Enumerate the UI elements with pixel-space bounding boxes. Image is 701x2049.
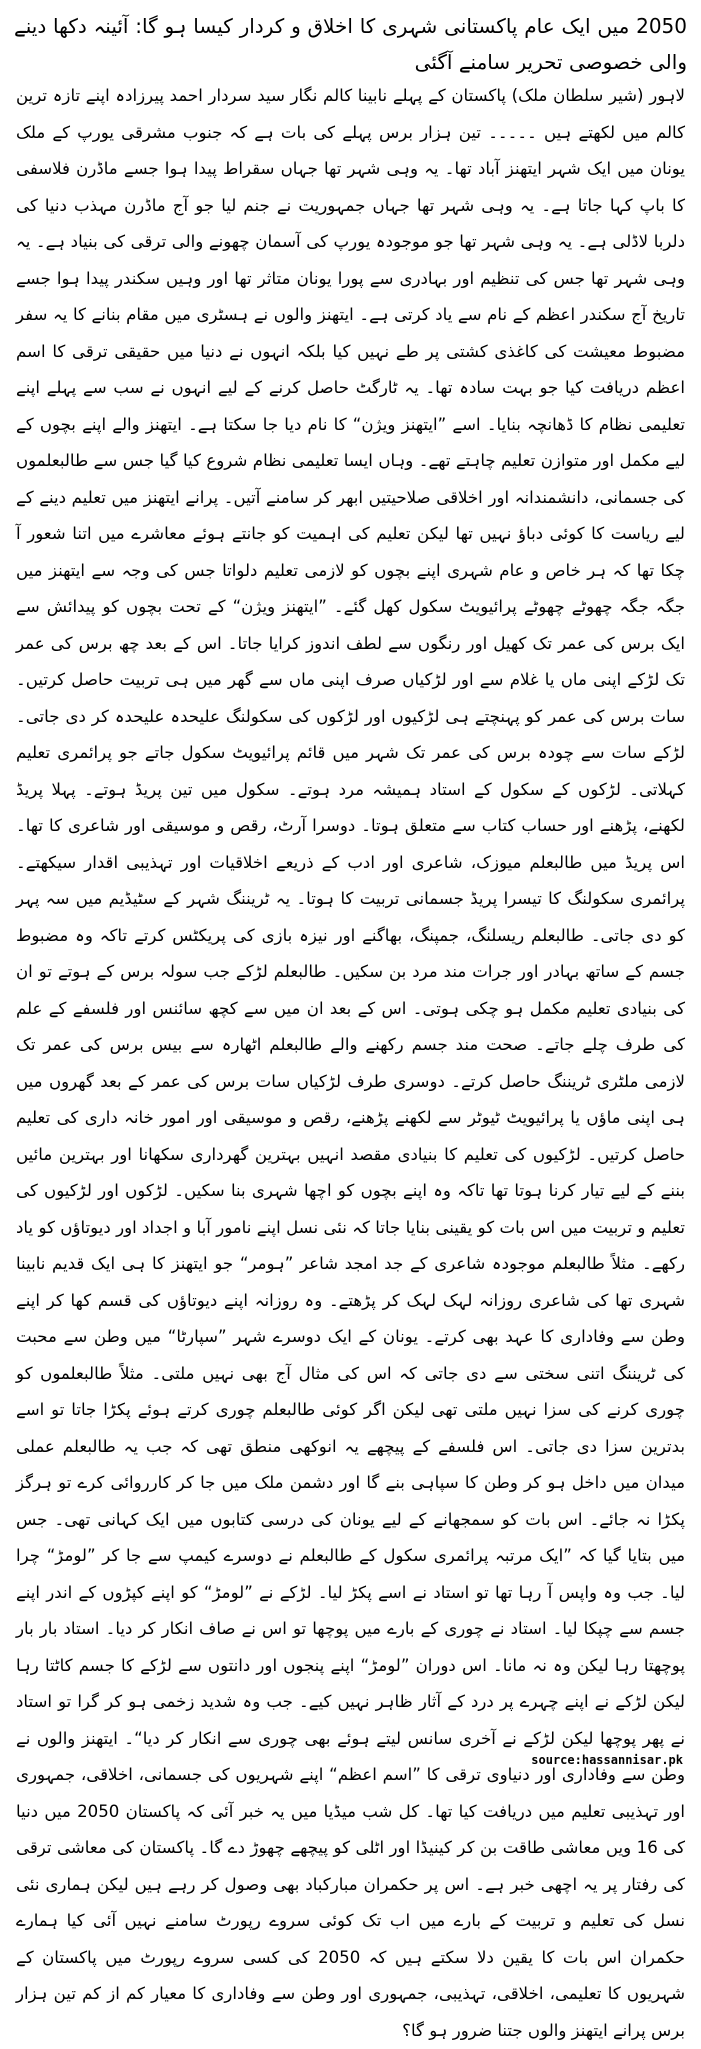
source-credit: source:hassannisar.pk <box>531 1753 683 1767</box>
article-headline: 2050 میں ایک عام پاکستانی شہری کا اخلاق و کردار کیسا ہو گا: آئینہ دکھا دینے والی خصوصی تحریر سامنے آگئی <box>14 14 687 74</box>
article-body: لاہور (شیر سلطان ملک) پاکستان کے پہلے نابینا کالم نگار سید سردار احمد پیرزادہ اپنے تازہ ترین کالم میں لکھتے ہیں ۔۔۔۔۔ تین ہزار برس پہلے کی بات ہے کہ جنوب مشرقی یورپ کے ملک یونان میں ایک شہر ایتھنز آباد تھا۔ یہ وہی شہر تھا جہاں سقراط پیدا ہوا جسے ماڈرن فلاسفی کا باپ کہا جاتا ہے۔ یہ وہی شہر تھا جہاں جمہوریت نے جنم لیا جو آج ماڈرن مہذب دنیا کی دلربا لاڈلی ہے۔ یہ وہی شہر تھا جو موجودہ یورپ کی آسمان چھونے والی ترقی کی بنیاد ہے۔ یہ وہی شہر تھا جس کی تنظیم اور بہادری سے پورا یونان متاثر تھا اور وہیں سکندر پیدا ہوا جسے تاریخ آج سکندر اعظم کے نام سے یاد کرتی ہے۔ ایتھنز والوں نے ہسٹری میں مقام بنانے کا یہ سفر مضبوط معیشت کی کاغذی کشتی پر طے نہیں کیا بلکہ انہوں نے دنیا میں حقیقی ترقی کا اسم اعظم دریافت کیا جو بہت سادہ تھا۔ یہ ٹارگٹ حاصل کرنے کے لیے انہوں نے سب سے پہلے اپنے تعلیمی نظام کا ڈھانچہ بنایا۔ اسے ”ایتھنز ویژن“ کا نام دیا جا سکتا ہے۔ ایتھنز والے اپنے بچوں کے لیے مکمل اور متوازن تعلیم چاہتے تھے۔ وہاں ایسا تعلیمی نظام شروع کیا گیا جس سے طالبعلموں کی جسمانی، دانشمندانہ اور اخلاقی صلاحیتیں ابھر کر سامنے آتیں۔ پرانے ایتھنز میں تعلیم دینے کے لیے ریاست کا کوئی دباؤ نہیں تھا لیکن تعلیم کی اہمیت کو جانتے ہوئے معاشرے میں اتنا شعور آ چکا تھا کہ ہر خاص و عام شہری اپنے بچوں کو لازمی تعلیم دلواتا جس کی وجہ سے ایتھنز میں جگہ جگہ چھوٹے چھوٹے پرائیویٹ سکول کھل گئے۔ ”ایتھنز ویژن“ کے تحت بچوں کو پیدائش سے ایک برس کی عمر تک کھیل اور رنگوں سے لطف اندوز کرایا جاتا۔ اس کے بعد چھ برس کی عمر تک لڑکے اپنی ماں یا غلام سے اور لڑکیاں صرف اپنی ماں سے گھر میں ہی تربیت حاصل کرتیں۔ سات برس کی عمر کو پہنچتے ہی لڑکیوں اور لڑکوں کی سکولنگ علیحدہ علیحدہ کر دی جاتی۔ لڑکے سات سے چودہ برس کی عمر تک شہر میں قائم پرائیویٹ سکول جاتے جو پرائمری تعلیم کہلاتی۔ لڑکوں کے سکول کے استاد ہمیشہ مرد ہوتے۔ سکول میں تین پریڈ ہوتے۔ پہلا پریڈ لکھنے، پڑھنے اور حساب کتاب سے متعلق ہوتا۔ دوسرا آرٹ، رقص و موسیقی اور شاعری کا تھا۔ اس پریڈ میں طالبعلم میوزک، شاعری اور ادب کے ذریعے اخلاقیات اور تہذیبی اقدار سیکھتے۔ پرائمری سکولنگ کا تیسرا پریڈ جسمانی تربیت کا ہوتا۔ یہ ٹریننگ شہر کے سٹیڈیم میں سہ پہر کو دی جاتی۔ طالبعلم ریسلنگ، جمپنگ، بھاگنے اور نیزہ بازی کی پریکٹس کرتے تاکہ وہ مضبوط جسم کے ساتھ بہادر اور جرات مند مرد بن سکیں۔ طالبعلم لڑکے جب سولہ برس کے ہوتے تو ان کی بنیادی تعلیم مکمل ہو چکی ہوتی۔ اس کے بعد ان میں سے کچھ سائنس اور فلسفے کے علم کی طرف چلے جاتے۔ صحت مند جسم رکھنے والے طالبعلم اٹھارہ سے بیس برس کی عمر تک لازمی ملٹری ٹریننگ حاصل کرتے۔ دوسری طرف لڑکیاں سات برس کی عمر کے بعد گھروں میں ہی اپنی ماؤں یا پرائیویٹ ٹیوٹر سے لکھنے پڑھنے، رقص و موسیقی اور امور خانہ داری کی تعلیم حاصل کرتیں۔ لڑکیوں کی تعلیم کا بنیادی مقصد انہیں بہترین گھرداری سکھانا اور بہترین مائیں بننے کے لیے تیار کرنا ہوتا تھا تاکہ وہ اپنے بچوں کو اچھا شہری بنا سکیں۔ لڑکوں اور لڑکیوں کی تعلیم و تربیت میں اس بات کو یقینی بنایا جاتا کہ نئی نسل اپنے نامور آبا و اجداد اور دیوتاؤں کو یاد رکھے۔ مثلاً طالبعلم موجودہ شاعری کے جد امجد شاعر ”ہومر“ جو ایتھنز کا ہی ایک قدیم نابینا شہری تھا کی شاعری روزانہ لہک لہک کر پڑھتے۔ وہ روزانہ اپنے دیوتاؤں کی قسم کھا کر اپنے وطن سے وفاداری کا عہد بھی کرتے۔ یونان کے ایک دوسرے شہر ”سپارٹا“ میں وطن سے محبت کی ٹریننگ اتنی سختی سے دی جاتی کہ اس کی مثال آج بھی نہیں ملتی۔ مثلاً طالبعلموں کو چوری کرنے کی سزا نہیں ملتی تھی لیکن اگر کوئی طالبعلم چوری کرتے ہوئے پکڑا جاتا تو اسے بدترین سزا دی جاتی۔ اس فلسفے کے پیچھے یہ انوکھی منطق تھی کہ جب یہ طالبعلم عملی میدان میں داخل ہو کر وطن کا سپاہی بنے گا اور دشمن ملک میں جا کر کارروائی کرے تو ہرگز پکڑا نہ جائے۔ اس بات کو سمجھانے کے لیے یونان کی درسی کتابوں میں ایک کہانی تھی۔ جس میں بتایا گیا کہ ”ایک مرتبہ پرائمری سکول کے طالبعلم نے دوسرے کیمپ سے جا کر ”لومڑ“ چرا لیا۔ جب وہ واپس آ رہا تھا تو استاد نے اسے پکڑ لیا۔ لڑکے نے ”لومڑ“ کو اپنے کپڑوں کے اندر اپنے جسم سے چپکا لیا۔ استاد نے چوری کے بارے میں پوچھا تو اس نے صاف انکار کر دیا۔ استاد بار بار پوچھتا رہا لیکن وہ نہ مانا۔ اس دوران ”لومڑ“ اپنے پنجوں اور دانتوں سے لڑکے کا جسم کاٹتا رہا لیکن لڑکے نے اپنے چہرے پر درد کے آثار ظاہر نہیں کیے۔ جب وہ شدید زخمی ہو کر گرا تو استاد نے پھر پوچھا لیکن لڑکے نے آخری سانس لیتے ہوئے بھی چوری سے انکار کر دیا“۔ ایتھنز والوں نے وطن سے وفاداری اور دنیاوی ترقی کا ”اسم اعظم“ اپنے شہریوں کی جسمانی، اخلاقی، جمہوری اور تہذیبی تعلیم میں دریافت کیا تھا۔ کل شب میڈیا میں یہ خبر آئی کہ پاکستان 2050 میں دنیا کی 16 ویں معاشی طاقت بن کر کینیڈا اور اٹلی کو پیچھے چھوڑ دے گا۔ پاکستان کی معاشی ترقی کی رفتار پر یہ اچھی خبر ہے۔ اس پر حکمران مبارکباد بھی وصول کر رہے ہیں لیکن ہماری نئی نسل کی تعلیم و تربیت کے بارے میں اب تک کوئی سروے رپورٹ سامنے نہیں آئی کیا ہمارے حکمران اس بات کا یقین دلا سکتے ہیں کہ 2050 کی کسی سروے رپورٹ میں پاکستان کے شہریوں کا تعلیمی، اخلاقی، تہذیبی، جمہوری اور وطن سے وفاداری کا معیار کم از کم تین ہزار برس پرانے ایتھنز والوں جتنا ضرور ہو گا؟ <box>16 86 686 2040</box>
